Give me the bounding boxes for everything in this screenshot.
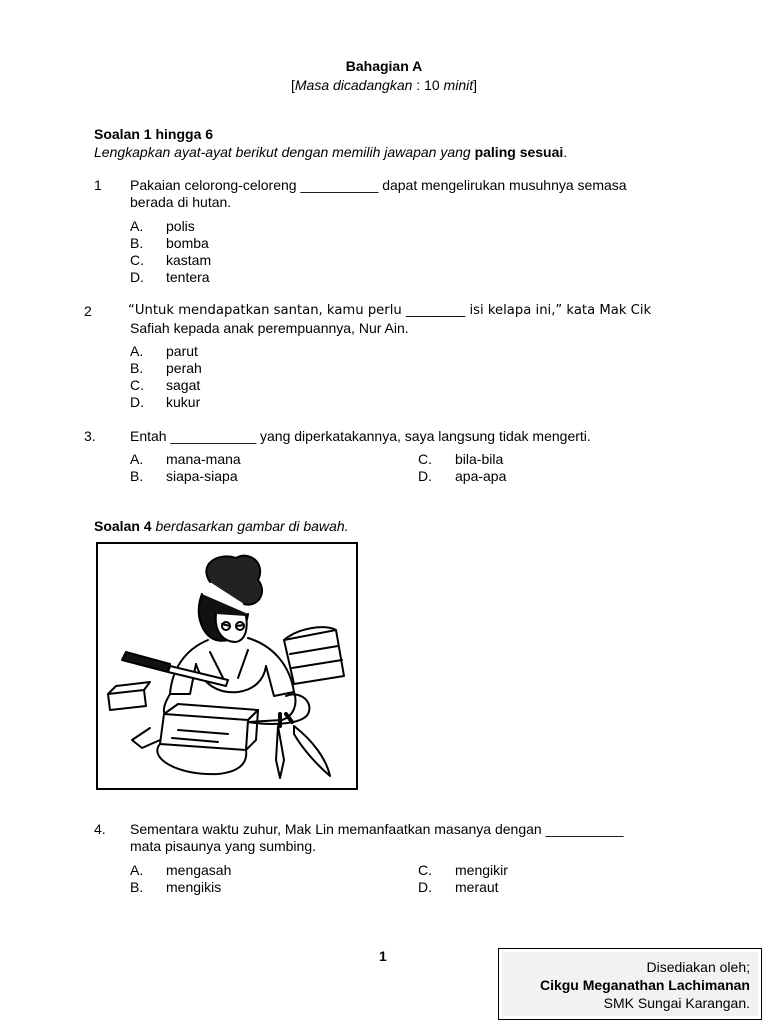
- option-c[interactable]: [130, 377, 201, 393]
- option-letter: B.: [130, 360, 144, 376]
- instruction-end: .: [563, 144, 568, 160]
- picture-note: [94, 518, 349, 534]
- option-letter: C.: [130, 377, 144, 393]
- option-d[interactable]: [418, 879, 499, 895]
- option-c[interactable]: [130, 252, 212, 268]
- option-text: meraut: [455, 879, 499, 895]
- author-credit-box: [498, 948, 762, 1020]
- option-d[interactable]: [130, 394, 201, 410]
- option-b[interactable]: [130, 235, 209, 251]
- option-letter: C.: [418, 862, 432, 878]
- time-suggestion: [0, 77, 768, 93]
- illustration-woman-sharpening-knife: [96, 542, 358, 790]
- option-letter: C.: [418, 451, 432, 467]
- instruction-emphasis: paling sesuai: [474, 144, 564, 160]
- option-text: sagat: [166, 377, 201, 393]
- option-text: mengikir: [455, 862, 508, 878]
- question-number: 1: [94, 177, 102, 193]
- option-a[interactable]: [130, 343, 198, 359]
- option-a[interactable]: [130, 451, 241, 467]
- option-text: apa-apa: [455, 468, 507, 484]
- option-letter: B.: [130, 468, 144, 484]
- option-b[interactable]: [130, 879, 222, 895]
- question-text-line2: mata pisaunya yang sumbing.: [130, 838, 316, 854]
- question-text-line2: Safiah kepada anak perempuannya, Nur Ain.: [130, 320, 409, 336]
- option-b[interactable]: [130, 468, 238, 484]
- option-text: mana-mana: [166, 451, 241, 467]
- author-credit-inner: [502, 952, 758, 1016]
- option-letter: B.: [130, 235, 144, 251]
- question-text-line1: Entah ___________ yang diperkatakannya, saya langsung tidak mengerti.: [130, 428, 591, 444]
- option-text: parut: [166, 343, 198, 359]
- section-title: Bahagian A: [345, 58, 423, 74]
- time-bracket-close: ]: [473, 77, 477, 93]
- option-letter: A.: [130, 218, 144, 234]
- option-text: mengikis: [166, 879, 222, 895]
- option-text: bila-bila: [455, 451, 504, 467]
- option-letter: B.: [130, 879, 144, 895]
- option-text: bomba: [166, 235, 209, 251]
- option-d[interactable]: [418, 468, 507, 484]
- option-letter: D.: [418, 468, 432, 484]
- option-d[interactable]: [130, 269, 210, 285]
- option-letter: A.: [130, 451, 144, 467]
- option-text: tentera: [166, 269, 210, 285]
- option-letter: D.: [418, 879, 432, 895]
- option-b[interactable]: [130, 360, 202, 376]
- option-letter: D.: [130, 269, 144, 285]
- time-label: Masa dicadangkan: [294, 77, 413, 93]
- question-number: 4.: [94, 821, 106, 837]
- prepared-by-label: Disediakan oleh;: [646, 959, 750, 975]
- question-range-title: Soalan 1 hingga 6: [94, 126, 214, 142]
- option-text: kastam: [166, 252, 212, 268]
- picture-note-italic: berdasarkan gambar di bawah.: [151, 518, 349, 534]
- time-bracket-open: [: [290, 77, 295, 93]
- instruction-text: [94, 144, 567, 160]
- time-value: : 10: [412, 77, 444, 93]
- option-letter: C.: [130, 252, 144, 268]
- instruction-lead: Lengkapkan ayat-ayat berikut dengan memilih jawapan yang: [94, 144, 475, 160]
- option-text: siapa-siapa: [166, 468, 238, 484]
- page-number: 1: [379, 948, 387, 964]
- author-name: Cikgu Meganathan Lachimanan: [539, 977, 750, 993]
- question-text-line1: “Untuk mendapatkan santan, kamu perlu _________ isi kelapa ini,” kata Mak Cik: [128, 303, 652, 318]
- question-text-line1: Pakaian celorong-celoreng __________ dapat mengelirukan musuhnya semasa: [130, 177, 627, 193]
- school-name: SMK Sungai Karangan.: [603, 995, 750, 1011]
- question-text-line2: berada di hutan.: [130, 194, 232, 210]
- option-text: mengasah: [166, 862, 232, 878]
- option-a[interactable]: [130, 218, 195, 234]
- question-number: 2: [84, 303, 92, 319]
- picture-note-bold: Soalan 4: [94, 518, 152, 534]
- option-a[interactable]: [130, 862, 232, 878]
- question-number: 3.: [84, 428, 96, 444]
- option-letter: A.: [130, 862, 144, 878]
- question-text-line1: Sementara waktu zuhur, Mak Lin memanfaatkan masanya dengan __________: [130, 821, 624, 837]
- option-text: polis: [166, 218, 195, 234]
- option-c[interactable]: [418, 862, 508, 878]
- option-letter: D.: [130, 394, 144, 410]
- time-unit: minit: [443, 77, 474, 93]
- option-text: kukur: [166, 394, 201, 410]
- option-letter: A.: [130, 343, 144, 359]
- option-c[interactable]: [418, 451, 504, 467]
- option-text: perah: [166, 360, 202, 376]
